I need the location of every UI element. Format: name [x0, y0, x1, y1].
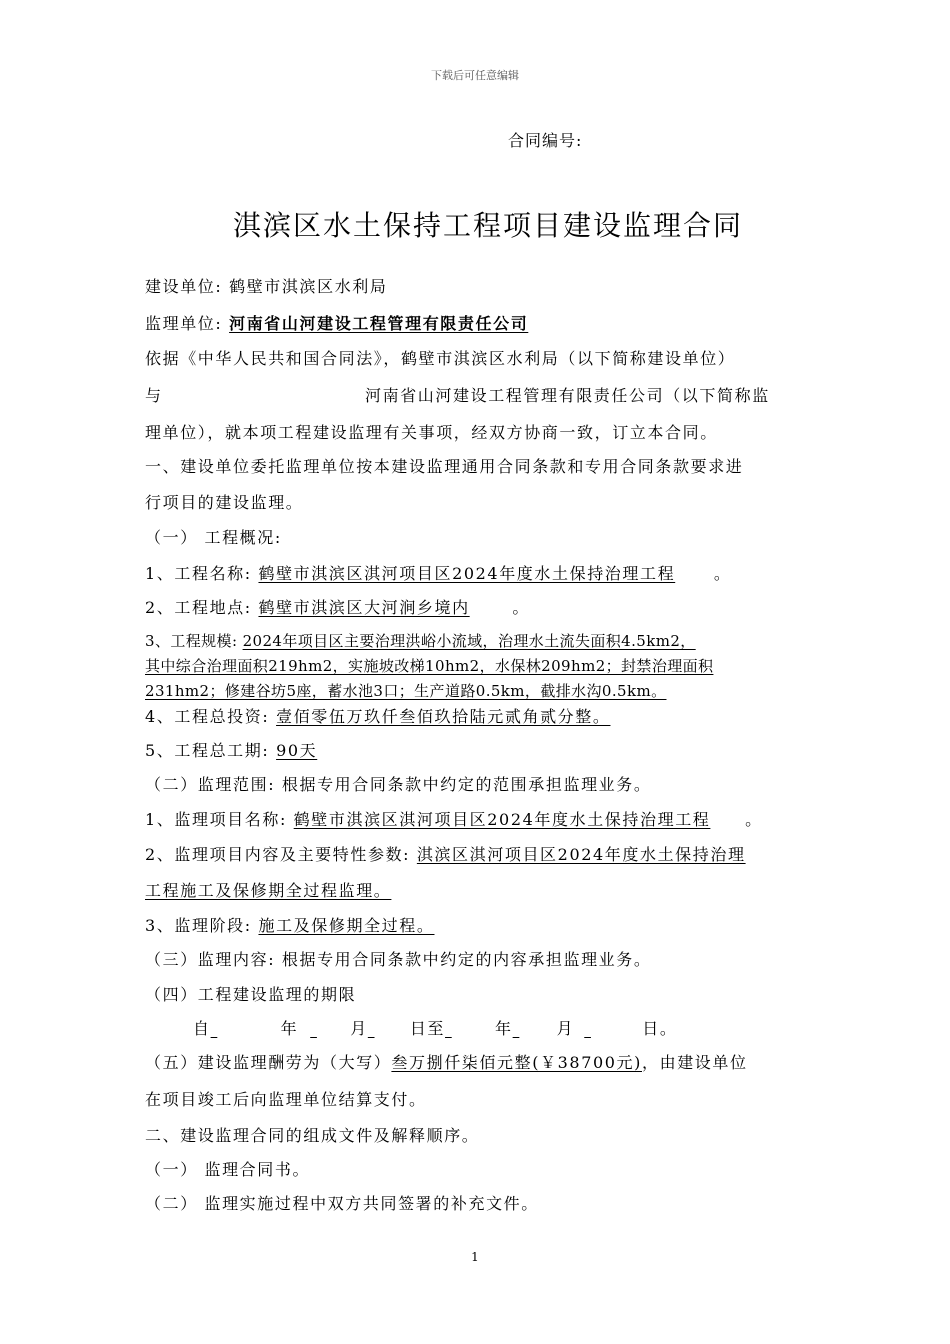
document-title: 淇滨区水土保持工程项目建设监理合同 [232, 209, 743, 242]
article1-line-2: 行项目的建设监理。 [145, 493, 304, 512]
supervisor-value: 河南省山河建设工程管理有限责任公司 [229, 314, 529, 333]
period-year: 年 [280, 1019, 299, 1038]
end-day-blank [584, 1019, 632, 1038]
content-params-label: 2、监理项目内容及主要特性参数: [145, 845, 411, 864]
article2-item-2: （二） 监理实施过程中双方共同签署的补充文件。 [145, 1194, 539, 1213]
investment-label: 4、工程总投资: [145, 707, 270, 726]
duration-label: 5、工程总工期: [145, 741, 270, 760]
period-day-end: 日。 [642, 1019, 678, 1038]
project-name-label: 1、工程名称: [145, 564, 252, 583]
scale-line-1 [145, 630, 696, 651]
end-year-blank [445, 1019, 495, 1038]
header-note: 下载后可任意编辑 [431, 69, 519, 82]
content-params-value-1: 淇滨区淇河项目区2024年度水土保持治理 [416, 845, 746, 864]
location-label: 2、工程地点: [145, 598, 252, 617]
location-value: 鹤壁市淇滨区大河涧乡境内 [258, 598, 470, 617]
supervised-project-line [145, 807, 763, 830]
supervisor-label: 监理单位: [145, 314, 223, 333]
intro-line-2 [145, 383, 163, 406]
project-name-end: 。 [713, 564, 732, 583]
fee-line-1 [145, 1050, 748, 1073]
article2-heading: 二、建设监理合同的组成文件及解释顺序。 [145, 1126, 480, 1145]
project-name-line [145, 561, 732, 584]
contract-number-label: 合同编号: [508, 131, 583, 150]
stage-label: 3、监理阶段: [145, 916, 252, 935]
content-params-line-1 [145, 842, 746, 865]
overview-heading: （一） 工程概况: [145, 528, 282, 547]
content-section: （三）监理内容: 根据专用合同条款中约定的内容承担监理业务。 [145, 950, 652, 969]
stage-value: 施工及保修期全过程。 [258, 916, 435, 935]
intro-line-3: 理单位），就本项工程建设监理有关事项，经双方协商一致，订立本合同。 [145, 423, 718, 442]
start-month-blank [310, 1019, 350, 1038]
period-month-2: 月 [556, 1019, 575, 1038]
start-year-blank [211, 1019, 281, 1038]
location-end: 。 [512, 598, 530, 617]
content-params-value-2: 工程施工及保修期全过程监理。 [145, 881, 392, 900]
fee-prefix: （五）建设监理酬劳为（大写） [145, 1053, 392, 1072]
content-params-line-2 [145, 878, 391, 901]
scale-label: 3、工程规模: [145, 632, 238, 650]
start-day-blank [368, 1019, 410, 1038]
duration-line [145, 738, 317, 761]
scale-line-2: 其中综合治理面积219hm2，实施坡改梯10hm2，水保林209hm2；封禁治理面积 [145, 657, 714, 675]
period-dates-line [193, 1016, 677, 1039]
article1-line-1: 一、建设单位委托监理单位按本建设监理通用合同条款和专用合同条款要求进 [145, 457, 744, 476]
intro-line-2-start: 与 [145, 386, 163, 405]
scale-value-1: 2024年项目区主要治理洪峪小流域，治理水土流失面积4.5km2， [242, 632, 696, 650]
end-month-blank [513, 1019, 557, 1038]
fee-line-2: 在项目竣工后向监理单位结算支付。 [145, 1090, 427, 1109]
intro-line-1: 依据《中华人民共和国合同法》，鹤壁市淇滨区水利局（以下简称建设单位） [145, 349, 736, 368]
client-value: 鹤壁市淇滨区水利局 [229, 277, 388, 296]
stage-line [145, 913, 434, 936]
duration-value: 90天 [276, 741, 318, 760]
supervised-project-label: 1、监理项目名称: [145, 810, 287, 829]
supervised-project-value: 鹤壁市淇滨区淇河项目区2024年度水土保持治理工程 [293, 810, 711, 829]
supervisor-line [145, 311, 528, 334]
project-name-value: 鹤壁市淇滨区淇河项目区2024年度水土保持治理工程 [258, 564, 676, 583]
scope-heading: （二）监理范围: 根据专用合同条款中约定的范围承担监理业务。 [145, 775, 652, 794]
period-from: 自 [193, 1019, 211, 1038]
location-line [145, 595, 530, 618]
investment-line [145, 704, 610, 727]
period-year-2: 年 [495, 1019, 513, 1038]
investment-value: 壹佰零伍万玖仟叁佰玖拾陆元贰角贰分整。 [276, 707, 611, 726]
article2-item-1: （一） 监理合同书。 [145, 1160, 311, 1179]
period-month: 月 [350, 1019, 368, 1038]
client-label: 建设单位: [145, 277, 223, 296]
fee-amount: 叁万捌仟柒佰元整(￥38700元) [391, 1053, 642, 1072]
scale-line-3: 231hm2；修建谷坊5座，蓄水池3口；生产道路0.5km，截排水沟0.5km。 [145, 682, 667, 700]
client-line [145, 274, 388, 297]
period-heading: （四）工程建设监理的期限 [145, 985, 357, 1004]
fee-suffix: ，由建设单位 [642, 1053, 748, 1072]
supervised-project-end: 。 [745, 810, 763, 829]
period-day-to: 日至 [409, 1019, 446, 1038]
page-number: 1 [471, 1250, 479, 1264]
intro-line-2-party: 河南省山河建设工程管理有限责任公司（以下简称监 [365, 386, 770, 405]
